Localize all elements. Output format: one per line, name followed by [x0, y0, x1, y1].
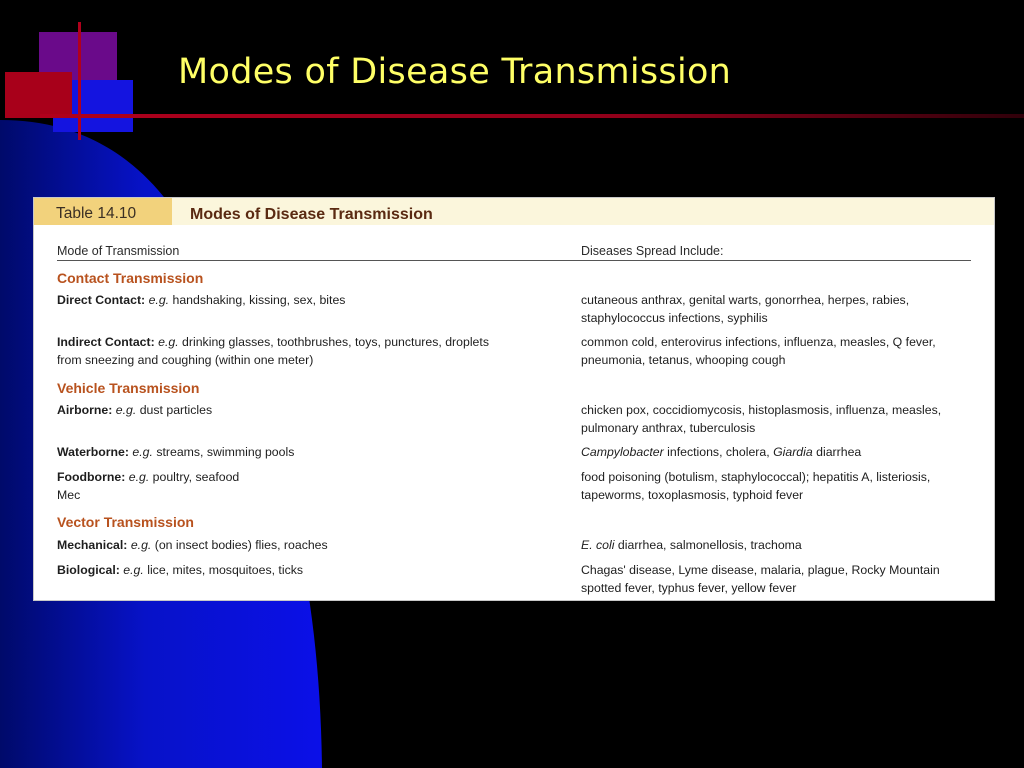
eg-label: e.g.: [128, 470, 150, 484]
mode-name: Direct Contact:: [57, 293, 146, 307]
row-direct-contact-diseases: cutaneous anthrax, genital warts, gonorrhea, herpes, rabies, staphylococcus infections, syphilis: [581, 293, 910, 325]
table-number-label: Table 14.10: [34, 198, 172, 225]
disease-text: infections, cholera,: [663, 445, 774, 459]
row-mechanical-diseases: [581, 537, 981, 555]
mode-description: drinking glasses, toothbrushes, toys, punctures, droplets from sneezing and coughing (within one meter): [57, 335, 489, 367]
mode-extra-text: Mec: [57, 487, 81, 502]
mode-description: streams, swimming pools: [152, 445, 295, 459]
eg-label: e.g.: [132, 445, 153, 459]
mode-description: (on insect bodies) flies, roaches: [151, 538, 328, 552]
mode-name: Foodborne:: [57, 470, 126, 484]
mode-name: Waterborne:: [57, 445, 129, 459]
disease-italic-name: Campylobacter: [581, 445, 664, 459]
row-waterborne-diseases: [581, 444, 981, 462]
row-biological-diseases: Chagas' disease, Lyme disease, malaria, plague, Rocky Mountain spotted fever, typhus fever, yellow fever: [581, 563, 940, 595]
disease-italic-name: E. coli: [581, 538, 615, 552]
row-indirect-contact-mode: [57, 334, 507, 369]
mode-name: Indirect Contact:: [57, 335, 155, 349]
mode-name: Airborne:: [57, 403, 113, 417]
mode-name: Biological:: [57, 563, 120, 577]
section-vector-transmission: Vector Transmission: [57, 514, 194, 530]
eg-label: e.g.: [123, 563, 144, 577]
eg-label: e.g.: [158, 335, 179, 349]
section-contact-transmission: Contact Transmission: [57, 270, 204, 286]
disease-text: diarrhea, salmonellosis, trachoma: [614, 538, 802, 552]
row-airborne-mode: [57, 402, 507, 420]
mode-description: poultry, seafood: [149, 470, 240, 484]
disease-text: diarrhea: [812, 445, 862, 459]
eg-label: e.g.: [115, 403, 137, 417]
row-waterborne-mode: [57, 444, 507, 462]
table-header-bar: [34, 198, 994, 225]
column-header-diseases: Diseases Spread Include:: [581, 244, 724, 258]
mode-description: handshaking, kissing, sex, bites: [169, 293, 346, 307]
row-foodborne-diseases: food poisoning (botulism, staphylococcal); hepatitis A, listeriosis, tapeworms, toxoplasmosis, typhoid fever: [581, 470, 931, 502]
row-biological-mode: [57, 562, 507, 580]
deco-vertical-line: [78, 22, 81, 140]
slide-title: Modes of Disease Transmission: [178, 52, 732, 92]
mode-description: lice, mites, mosquitoes, ticks: [143, 563, 304, 577]
header-divider: [57, 260, 971, 261]
mode-description: dust particles: [136, 403, 213, 417]
row-airborne-diseases: chicken pox, coccidiomycosis, histoplasmosis, influenza, measles, pulmonary anthrax, tuberculosis: [581, 403, 942, 435]
eg-label: e.g.: [130, 538, 152, 552]
deco-red-square: [5, 72, 72, 118]
section-vehicle-transmission: Vehicle Transmission: [57, 380, 200, 396]
disease-transmission-table: [33, 197, 995, 601]
disease-italic-name: Giardia: [773, 445, 813, 459]
deco-horizontal-line: [40, 114, 1024, 118]
row-foodborne-mode: [57, 469, 507, 504]
column-header-mode: Mode of Transmission: [57, 244, 180, 258]
mode-name: Mechanical:: [57, 538, 128, 552]
table-title: Modes of Disease Transmission: [190, 206, 433, 223]
row-mechanical-mode: [57, 537, 507, 555]
row-direct-contact-mode: [57, 292, 507, 310]
row-indirect-contact-diseases: common cold, enterovirus infections, influenza, measles, Q fever, pneumonia, tetanus, whooping cough: [581, 335, 936, 367]
eg-label: e.g.: [148, 293, 170, 307]
